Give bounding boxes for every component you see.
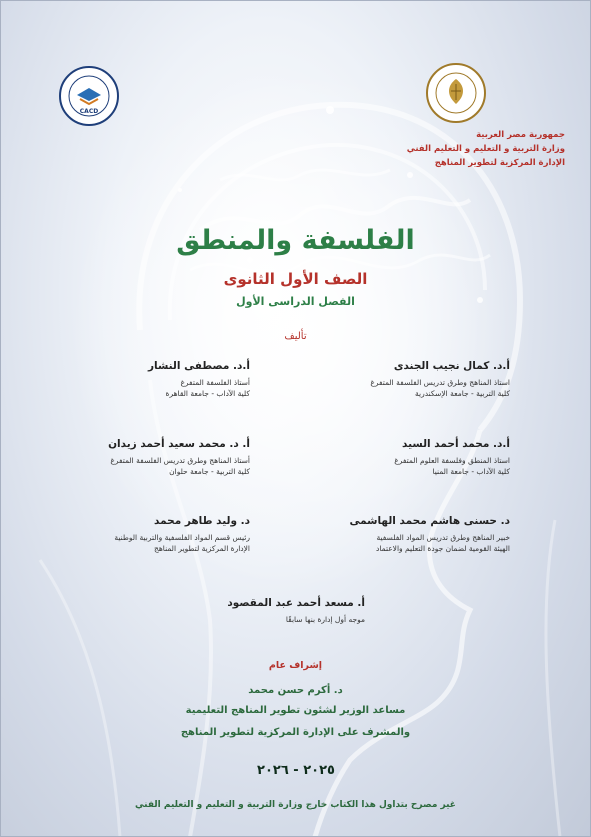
author-title: استاذ المناهج وطرق تدريس الفلسفة المتفرغ bbox=[370, 378, 510, 387]
author-affiliation: كلية الآداب - جامعة القاهرة bbox=[165, 389, 250, 398]
author-affiliation: الهيئة القومية لضمان جودة التعليم والاعتماد bbox=[375, 544, 510, 553]
ministry-header bbox=[390, 128, 565, 170]
author-title: أستاذ الفلسفة المتفرغ bbox=[180, 378, 250, 387]
distribution-notice: غير مصرح بتداول هذا الكتاب خارج وزارة التربية و التعليم و التعليم الفني bbox=[135, 800, 456, 810]
grade-label: الصف الأول الثانوى bbox=[223, 270, 368, 288]
academic-year: ٢٠٢٥ - ٢٠٢٦ bbox=[257, 763, 335, 778]
term-label: الفصل الدراسى الأول bbox=[236, 295, 355, 308]
author-name: أ. د. محمد سعيد أحمد زيدان bbox=[108, 438, 250, 450]
cacd-logo bbox=[58, 65, 120, 127]
author-affiliation: الإدارة المركزية لتطوير المناهج bbox=[154, 544, 250, 553]
author-name: أ.د. مصطفى النشار bbox=[147, 360, 250, 372]
author-affiliation: كلية الآداب - جامعة المنيا bbox=[432, 467, 510, 476]
author-name: أ. مسعد أحمد عبد المقصود bbox=[227, 597, 365, 609]
author-name: أ.د. كمال نجيب الجندى bbox=[393, 360, 510, 372]
author-title: استاذ المنطق وفلسفة العلوم المتفرغ bbox=[394, 456, 510, 465]
authored-by-label: تأليف bbox=[284, 331, 307, 342]
author-block bbox=[300, 438, 510, 477]
book-title: الفلسفة والمنطق bbox=[176, 225, 415, 256]
supervision-label: إشراف عام bbox=[268, 660, 323, 671]
ministry-logo bbox=[425, 62, 487, 124]
author-block bbox=[300, 515, 510, 554]
author-name: د. حسنى هاشم محمد الهاشمى bbox=[349, 515, 510, 527]
author-title: رئيس قسم المواد الفلسفية والتربية الوطنية bbox=[114, 533, 250, 542]
author-title: خبير المناهج وطرق تدريس المواد الفلسفية bbox=[376, 533, 510, 542]
supervisor-name: د. أكرم حسن محمد bbox=[248, 685, 343, 696]
author-affiliation: كلية التربية - جامعة حلوان bbox=[169, 467, 250, 476]
author-block bbox=[60, 360, 250, 399]
ministry-line: وزارة التربية و التعليم و التعليم الفني bbox=[406, 144, 565, 154]
cacd-logo-text: CACD bbox=[79, 108, 99, 115]
author-name: أ.د. محمد أحمد السيد bbox=[402, 438, 510, 450]
author-block bbox=[60, 438, 250, 477]
ministry-line: الإدارة المركزية لتطوير المناهج bbox=[434, 158, 565, 168]
supervisor-role: مساعد الوزير لشئون تطوير المناهج التعليمية bbox=[185, 705, 406, 716]
author-name: د. وليد طاهر محمد bbox=[154, 515, 250, 527]
author-title: موجه أول إدارة بنها سابقًا bbox=[285, 615, 365, 624]
ministry-line: جمهورية مصر العربية bbox=[476, 130, 565, 140]
author-title: أستاذ المناهج وطرق تدريس الفلسفة المتفرغ bbox=[110, 456, 250, 465]
author-block bbox=[300, 360, 510, 399]
author-block bbox=[60, 515, 250, 554]
author-block bbox=[150, 597, 365, 625]
author-affiliation: كلية التربية - جامعة الإسكندرية bbox=[414, 389, 510, 398]
supervisor-role: والمشرف على الإدارة المركزية لتطوير المناهج bbox=[180, 727, 411, 738]
